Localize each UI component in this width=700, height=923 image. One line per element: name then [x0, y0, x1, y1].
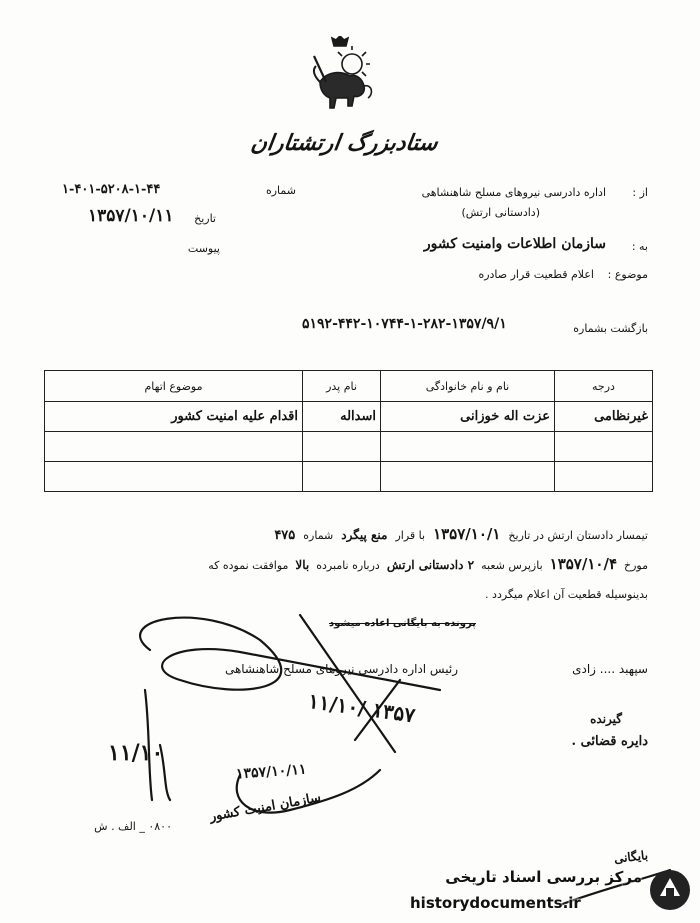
body-text: شماره [303, 529, 334, 542]
reference-label: بازگشت بشماره [573, 322, 648, 335]
body-text: تیمسار دادستان ارتش در تاریخ [508, 529, 648, 542]
body-text: بازپرس شعبه [481, 559, 543, 572]
bottom-right-note: بایگانی [613, 848, 649, 866]
body-text: با قرار [395, 529, 426, 542]
number-label: شماره [265, 184, 296, 197]
signer-title: رئیس اداره دادرسی نیروهای مسلح شاهنشاهی [224, 662, 458, 676]
date-label: تاریخ [194, 212, 216, 225]
from-line2: (دادستانی ارتش) [461, 206, 540, 219]
order-date: ۱۳۵۷/۱۰/۱ [433, 525, 501, 543]
above-note: بالا [295, 558, 310, 572]
body-text: درباره نامبرده [316, 559, 380, 572]
reference-value: ۵۱۹۲-۴۴۲-۱۰۷۴۴-۱-۲۸۲-۱۳۵۷/۹/۱ [302, 316, 507, 332]
crossed-out-line: پرونده به بایگانی اعاده میشود [329, 618, 476, 629]
recipient-value: دایره قضائی . [571, 734, 648, 749]
header-father-name: نام پدر [303, 371, 381, 402]
margin-date-note: ۱۱/۱۰ [108, 740, 164, 766]
to-value: سازمان اطلاعات وامنیت کشور [423, 236, 606, 252]
attachment-label: پیوست [187, 242, 220, 255]
body-text: موافقت نموده که [208, 559, 289, 572]
recipient-label: گیرنده [590, 712, 622, 726]
subject-value: اعلام قطعیت قرار صادره [478, 268, 594, 281]
branch-name: ۲ دادستانی ارتش [386, 558, 475, 572]
footer-code: ۰۸۰۰ _ الف . ش [94, 820, 172, 833]
to-label: به : [631, 240, 648, 253]
cell-rank: غیرنظامی [555, 402, 653, 432]
from-label: از : [632, 186, 648, 199]
margin-note-text: سازمان امنیت کشور [208, 790, 323, 825]
watermark-title: مرکز بررسی اسناد تاریخی [445, 868, 642, 886]
body-line-3: بدینوسیله قطعیت آن اعلام میگردد . [485, 588, 648, 601]
date-value: ۱۳۵۷/۱۰/۱۱ [88, 206, 174, 226]
subject-label: موضوع : [607, 268, 648, 281]
signer-name: سپهبد .... زادی [572, 662, 648, 676]
cell-father-name: اسداله [303, 402, 381, 432]
body-text: مورخ [624, 559, 648, 572]
signature-date: ۱۱/۱۰/ ۱۳۵۷ [306, 688, 417, 728]
from-line1: اداره دادرسی نیروهای مسلح شاهنشاهی [421, 186, 606, 199]
number-value: ۱-۴۰۱-۵۲۰۸-۱-۴۴ [62, 182, 161, 197]
cell-full-name: عزت اله خوزانی [381, 402, 555, 432]
issue-date: ۱۳۵۷/۱۰/۴ [549, 555, 617, 573]
watermark-url: historydocuments.ir [410, 894, 581, 912]
header-rank: درجه [555, 371, 653, 402]
header-charge: موضوع اتهام [45, 371, 303, 402]
order-number: ۴۷۵ [274, 528, 296, 543]
cell-charge: اقدام علیه امنیت کشور [45, 402, 303, 432]
header-full-name: نام و نام خانوادگی [381, 371, 555, 402]
order-type: منع پیگرد [341, 528, 388, 542]
organization-title: ستادبزرگ ارتشتاران [249, 130, 440, 156]
margin-note-date: ۱۳۵۷/۱۰/۱۱ [235, 761, 307, 783]
archive-logo-icon [648, 868, 692, 912]
